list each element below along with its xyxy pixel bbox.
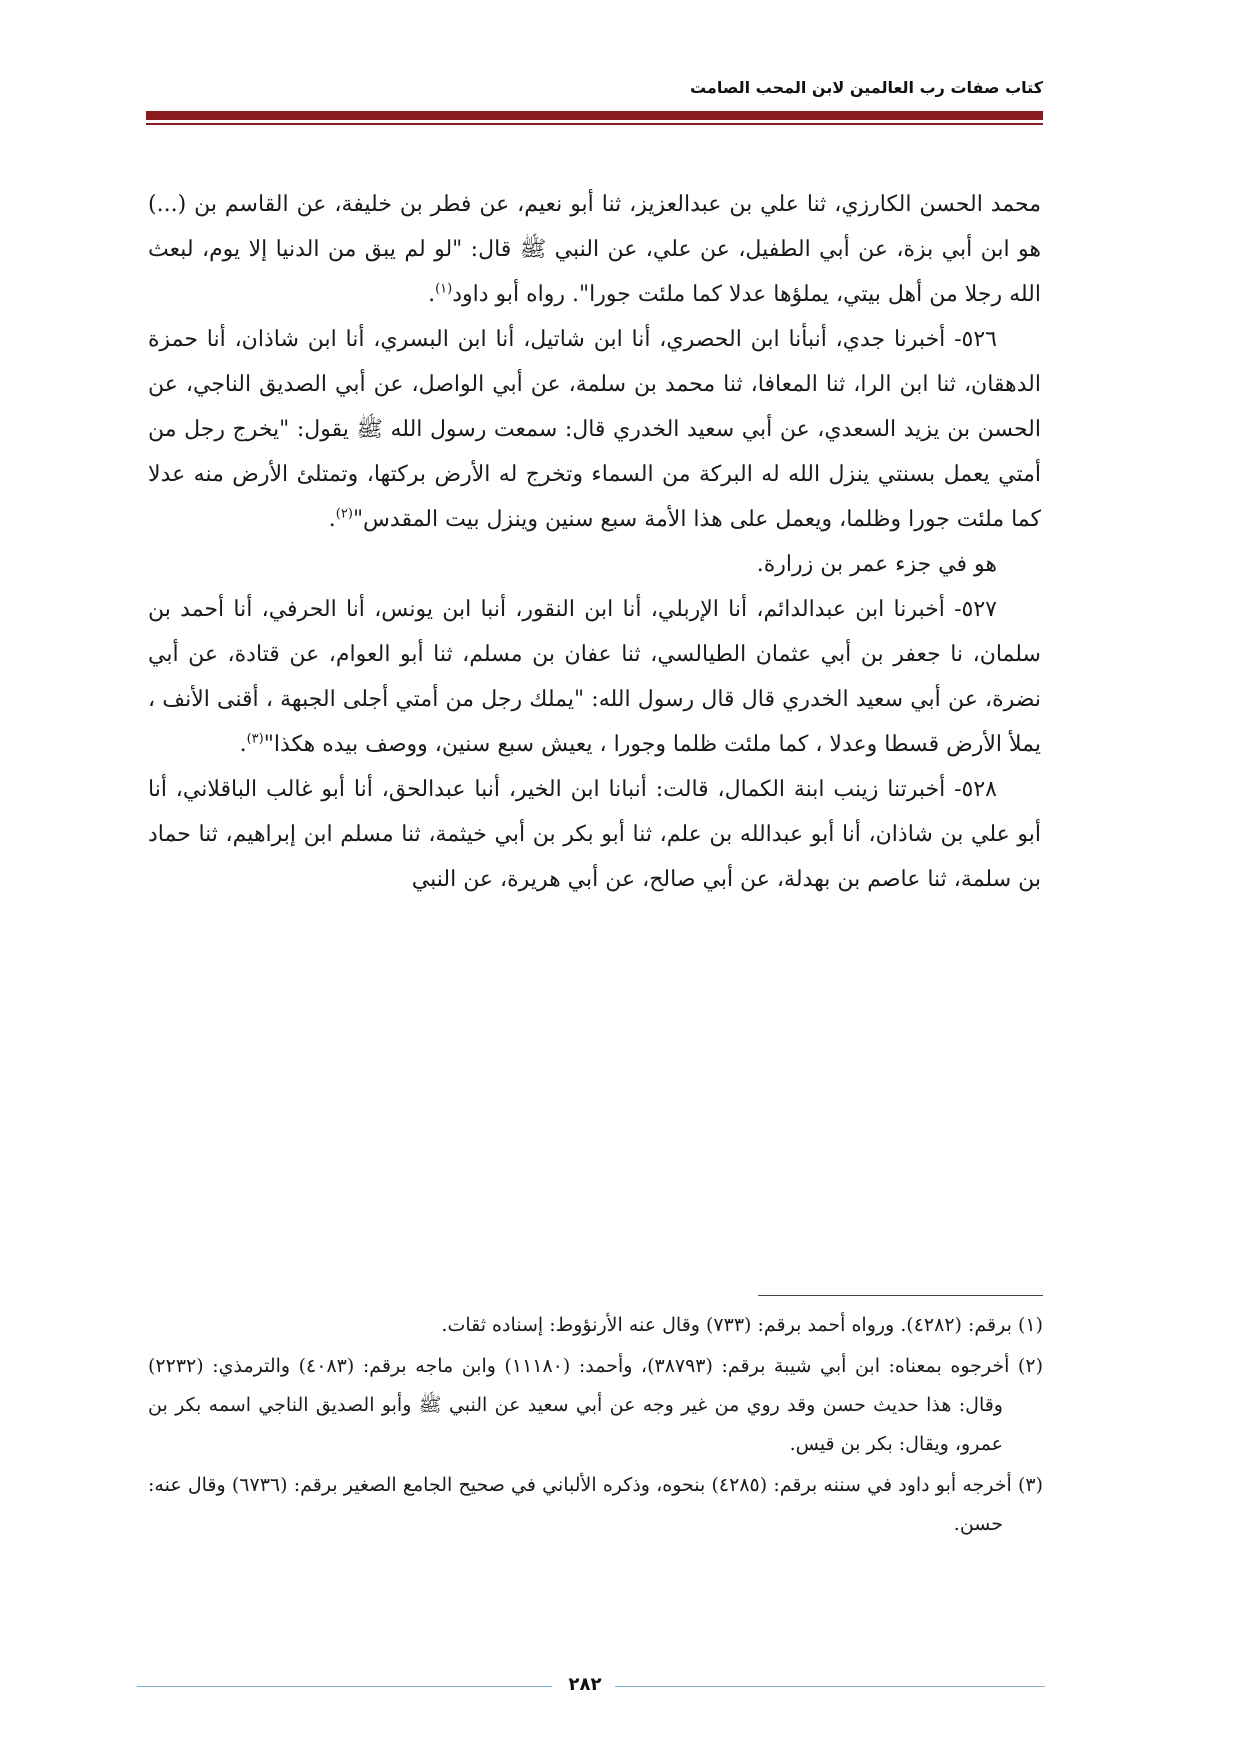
footnote-1: (١) برقم: (٤٢٨٢). ورواه أحمد برقم: (٧٣٣) وقال عنه الأرنؤوط: إسناده ثقات. [441, 1314, 1043, 1336]
paragraph-text: هو في جزء عمر بن زرارة. [756, 552, 997, 577]
hadith-528 [148, 767, 1041, 902]
footnote-ref-3[interactable]: (٣) [246, 731, 264, 747]
paragraph-end: . [328, 507, 336, 532]
footer-rule-left [137, 1686, 552, 1687]
paragraph-end: . [239, 732, 247, 757]
header-rule [146, 111, 1043, 120]
paragraph-text: ٥٢٨- أخبرتنا زينب ابنة الكمال، قالت: أنبانا ابن الخير، أنبا عبدالحق، أنا أبو غالب الباقلاني، أنا أبو علي بن شاذان، أنا أبو عبدالله بن علم، ثنا أبو بكر بن أبي خيثمة، ثنا مسلم ابن إبراهيم، ثنا حماد بن سلمة، ثنا عاصم بن بهدلة، عن أبي صالح، عن أبي هريرة، عن النبي [148, 777, 1041, 892]
footnotes [148, 1306, 1043, 1546]
footnote-3: (٣) أخرجه أبو داود في سننه برقم: (٤٢٨٥) بنحوه، وذكره الألباني في صحيح الجامع الصغير برقم: (٦٧٣٦) وقال عنه: حسن. [148, 1474, 1043, 1535]
source-note [148, 542, 1041, 587]
footnote-ref-1[interactable]: (١) [435, 281, 453, 297]
page-number: ٢٨٢ [568, 1674, 602, 1695]
hadith-526 [148, 317, 1041, 542]
paragraph-continuation [148, 182, 1041, 317]
header-rule-thin [146, 123, 1043, 125]
footer-rule-right [615, 1686, 1045, 1687]
paragraph-text: ٥٢٦- أخبرنا جدي، أنبأنا ابن الحصري، أنا ابن شاتيل، أنا ابن البسري، أنا ابن شاذان، أنا حمزة الدهقان، ثنا ابن الرا، ثنا المعافا، ثنا محمد بن سلمة، عن أبي الواصل، عن أبي الصديق الناجي، عن الحسن بن يزيد السعدي، عن أبي سعيد الخدري قال: سمعت رسول الله ﷺ يقول: "يخرج رجل من أمتي يعمل بسنتي ينزل الله له البركة من السماء وتخرج له الأرض بركتها، وتمتلئ الأرض منه عدلا كما ملئت جورا وظلما، ويعمل على هذا الأمة سبع سنين وينزل بيت المقدس" [148, 327, 1041, 532]
paragraph-text: محمد الحسن الكارزي، ثنا علي بن عبدالعزيز، ثنا أبو نعيم، عن فطر بن خليفة، عن القاسم بن (...) هو ابن أبي بزة، عن أبي الطفيل، عن علي، عن النبي ﷺ قال: "لو لم يبق من الدنيا إلا يوم، لبعث الله رجلا من أهل بيتي، يملؤها عدلا كما ملئت جورا". رواه أبو داود [148, 192, 1041, 307]
footnote-2: (٢) أخرجوه بمعناه: ابن أبي شيبة برقم: (٣٨٧٩٣)، وأحمد: (١١١٨٠) وابن ماجه برقم: (٤٠٨٣) والترمذي: (٢٢٣٢) وقال: هذا حديث حسن وقد روي من غير وجه عن أبي سعيد عن النبي ﷺ وأبو الصديق الناجي اسمه بكر بن عمرو، ويقال: بكر بن قيس. [148, 1355, 1043, 1455]
footnote-separator [758, 1295, 1043, 1296]
hadith-527 [148, 587, 1041, 767]
paragraph-end: . [428, 282, 436, 307]
footnote-ref-2[interactable]: (٢) [335, 506, 353, 522]
paragraph-text: ٥٢٧- أخبرنا ابن عبدالدائم، أنا الإربلي، أنا ابن النقور، أنبا ابن يونس، أنا الحرفي، أنا أحمد بن سلمان، نا جعفر بن أبي عثمان الطيالسي، ثنا عفان بن مسلم، ثنا أبو العوام، عن قتادة، عن أبي نضرة، عن أبي سعيد الخدري قال قال رسول الله: "يملك رجل من أمتي أجلى الجبهة ، أقنى الأنف ، يملأ الأرض قسطا وعدلا ، كما ملئت ظلما وجورا ، يعيش سبع سنين، ووصف بيده هكذا" [148, 597, 1041, 757]
main-text [148, 182, 1041, 902]
running-header: كتاب صفات رب العالمين لابن المحب الصامت [689, 78, 1043, 97]
